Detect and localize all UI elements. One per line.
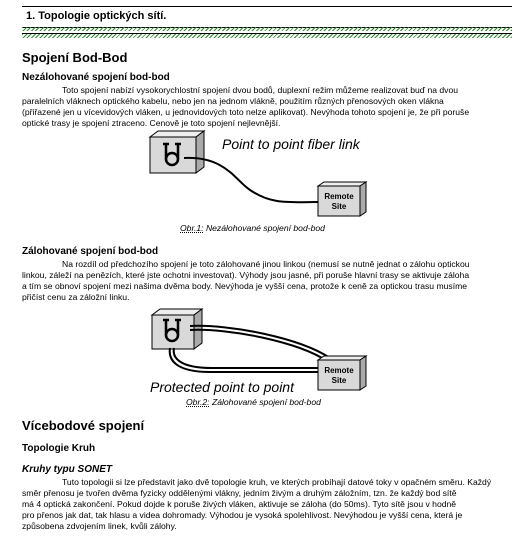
paragraph-line: Na rozdíl od předchozího spojení je toto zálohované jinou linkou (nemusí se nutně jednat o zálohu optickou — [62, 259, 470, 269]
section-title-bod-bod: Spojení Bod-Bod — [22, 50, 128, 65]
figure-caption-1 — [180, 223, 325, 233]
subsection-title-zalohovane: Zálohované spojení bod-bod — [22, 246, 159, 257]
paragraph-line: (přiřazené jen u vícevidových vláken, u jednovidových toto nelze aplikovat). Nevýhoda tohoto spojení je, že při poruše — [22, 107, 470, 117]
chapter-title: 1. Topologie optických sítí. — [26, 10, 167, 22]
paragraph-line: optické trasy je spojení ztraceno. Cenově je toto spojení nejlevnější. — [22, 118, 281, 128]
chapter-header — [22, 6, 512, 28]
paragraph-line: způsobena zdvojením linek, kvůli zálohy. — [22, 521, 177, 531]
figure-caption-2 — [186, 397, 321, 407]
paragraph-line: Toto spojení nabízí vysokorychlostní spojení dvou bodů, duplexní režim můžeme realizovat buď na dvou — [62, 85, 459, 95]
paragraph-line: směr přenosu je tvořen dvěma fyzicky oddělenými vlákny, jedním živým a druhým záložním, tzn. že každý bod sítě — [22, 488, 457, 498]
paragraph-zalohovane — [22, 259, 510, 303]
subsection-title-kruh: Topologie Kruh — [22, 443, 96, 454]
site-label: Site — [331, 202, 347, 211]
paragraph-line: má 4 optická zakončení. Pokud dojde k poruše živých vláken, aktivuje se záloha (do 50ms). Tyto sítě jsou v hodně — [22, 499, 457, 509]
paragraph-line: paralelních vláknech optického kabelu, nebo jen na jednom vlákně, použitím různých přenosových oken vlákna — [22, 96, 444, 106]
paragraph-line: a tím se obnoví spojení mezi našima dvěma body. Nevýhoda je vyšší cena, protože k ceně za optickou trasu musíme — [22, 281, 468, 291]
figure-title: Point to point fiber link — [222, 136, 360, 152]
caption-text: Nezálohované spojení bod-bod — [203, 223, 325, 233]
paragraph-nezalohovane — [22, 85, 510, 129]
subsection-title-nezalohovane: Nezálohované spojení bod-bod — [22, 72, 170, 83]
remote-label: Remote — [324, 366, 354, 375]
wavy-underline — [22, 27, 512, 31]
remote-label: Remote — [324, 192, 354, 201]
figure-protected-point-to-point — [0, 308, 520, 398]
remote-site-box — [318, 182, 366, 216]
site-label: Site — [331, 376, 347, 385]
paragraph-line: přičíst cenu za záložní linku. — [22, 292, 130, 302]
wavy-underline — [22, 34, 512, 38]
paragraph-line: pro přenos jak dat, tak hlasu a videa dohromady. Výhodou je vysoká spolehlivost. Nevýhodou je vyšší cena, která je — [22, 510, 463, 520]
figure-title: Protected point to point — [150, 379, 294, 395]
caption-text: Zálohované spojení bod-bod — [209, 397, 321, 407]
caption-prefix: Obr.1: — [180, 223, 204, 233]
section-title-vicebodove: Vícebodové spojení — [22, 418, 145, 433]
caption-prefix: Obr.2: — [186, 397, 210, 407]
paragraph-sonet — [22, 477, 510, 532]
remote-site-box — [318, 356, 366, 390]
subsection-title-sonet: Kruhy typu SONET — [22, 464, 113, 475]
paragraph-line: Tuto topologii si lze představit jako dvě topologie kruh, ve kterých probíhají datové toky v opačném směru. Každý — [62, 477, 492, 487]
paragraph-line: linkou, záleží na penězích, které jste ochotni investovat). Výhody jsou jasné, při poruše hlavní trasy se aktivuje záloha — [22, 270, 470, 280]
